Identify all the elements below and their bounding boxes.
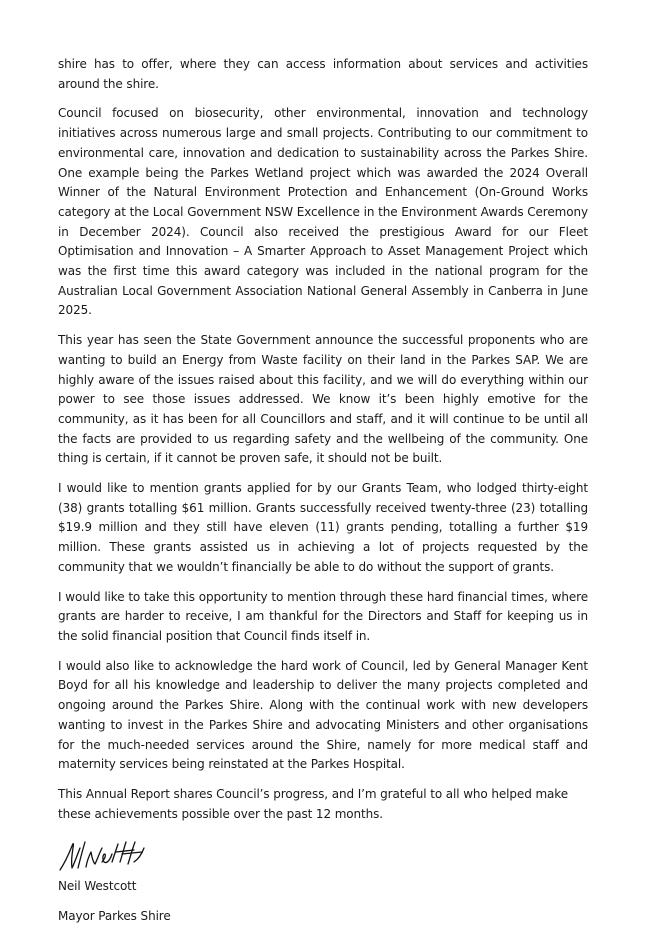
paragraph-intro-continuation: shire has to offer, where they can access information about services and activities around the shire. [58,57,588,91]
paragraph-financial: I would like to take this opportunity to mention through these hard financial times, where grants are harder to receive, I am thankful for the Directors and Staff for keeping us in the solid financial position that Council finds itself in. [58,589,588,643]
paragraph-grants: I would like to mention grants applied for by our Grants Team, who lodged thirty-eight (38) grants totalling $61 million. Grants successfully received twenty-three (23) totalling $19.9 million and they still have eleven (11) grants pending, totalling a further $19 million. These grants assisted us in achieving a lot of projects requested by the community that we wouldn’t financially be able to do without the support of grants. [58,481,588,574]
handwritten-signature [58,834,154,874]
paragraph-closing: This Annual Report shares Council’s progress, and I’m grateful to all who helped make these achievements possible over the past 12 months. [58,786,568,821]
signatory-title: Mayor Parkes Shire [58,909,171,924]
paragraph-energy-from-waste: This year has seen the State Government announce the successful proponents who are wanting to build an Energy from Waste facility on their land in the Parkes SAP. We are highly aware of the issues raised about this facility, and we will do everything within our power to see those issues addressed. We know it’s been highly emotive for the community, as it has been for all Councillors and staff, and it will continue to be until all the facts are provided to us regarding safety and the wellbeing of the community. One thing is certain, if it cannot be proven safe, it should not be built. [58,333,588,466]
letter-body [58,55,588,927]
paragraph-acknowledgement: I would also like to acknowledge the hard work of Council, led by General Manager Kent Boyd for all his knowledge and leadership to deliver the many projects completed and ongoing around the Parkes Shire. Along with the continual work with new developers wanting to invest in the Parkes Shire and advocating Ministers and other organisations for the much-needed services around the Shire, namely for more medical staff and maternity services being reinstated at the Parkes Hospital. [58,658,588,772]
paragraph-environment: Council focused on biosecurity, other environmental, innovation and technology initiatives across numerous large and small projects. Contributing to our commitment to environmental care, innovation and dedication to sustainability across the Parkes Shire. One example being the Parkes Wetland project which was awarded the 2024 Overall Winner of the Natural Environment Protection and Enhancement (On-Ground Works category at the Local Government NSW Excellence in the Environment Awards Ceremony in December 2024). Council also received the prestigious Award for our Fleet Optimisation and Innovation – A Smarter Approach to Asset Management Project which was the first time this award category was included in the national program for the Australian Local Government Association National General Assembly in Canberra in June 2025. [58,106,588,318]
signatory-name: Neil Westcott [58,879,137,894]
